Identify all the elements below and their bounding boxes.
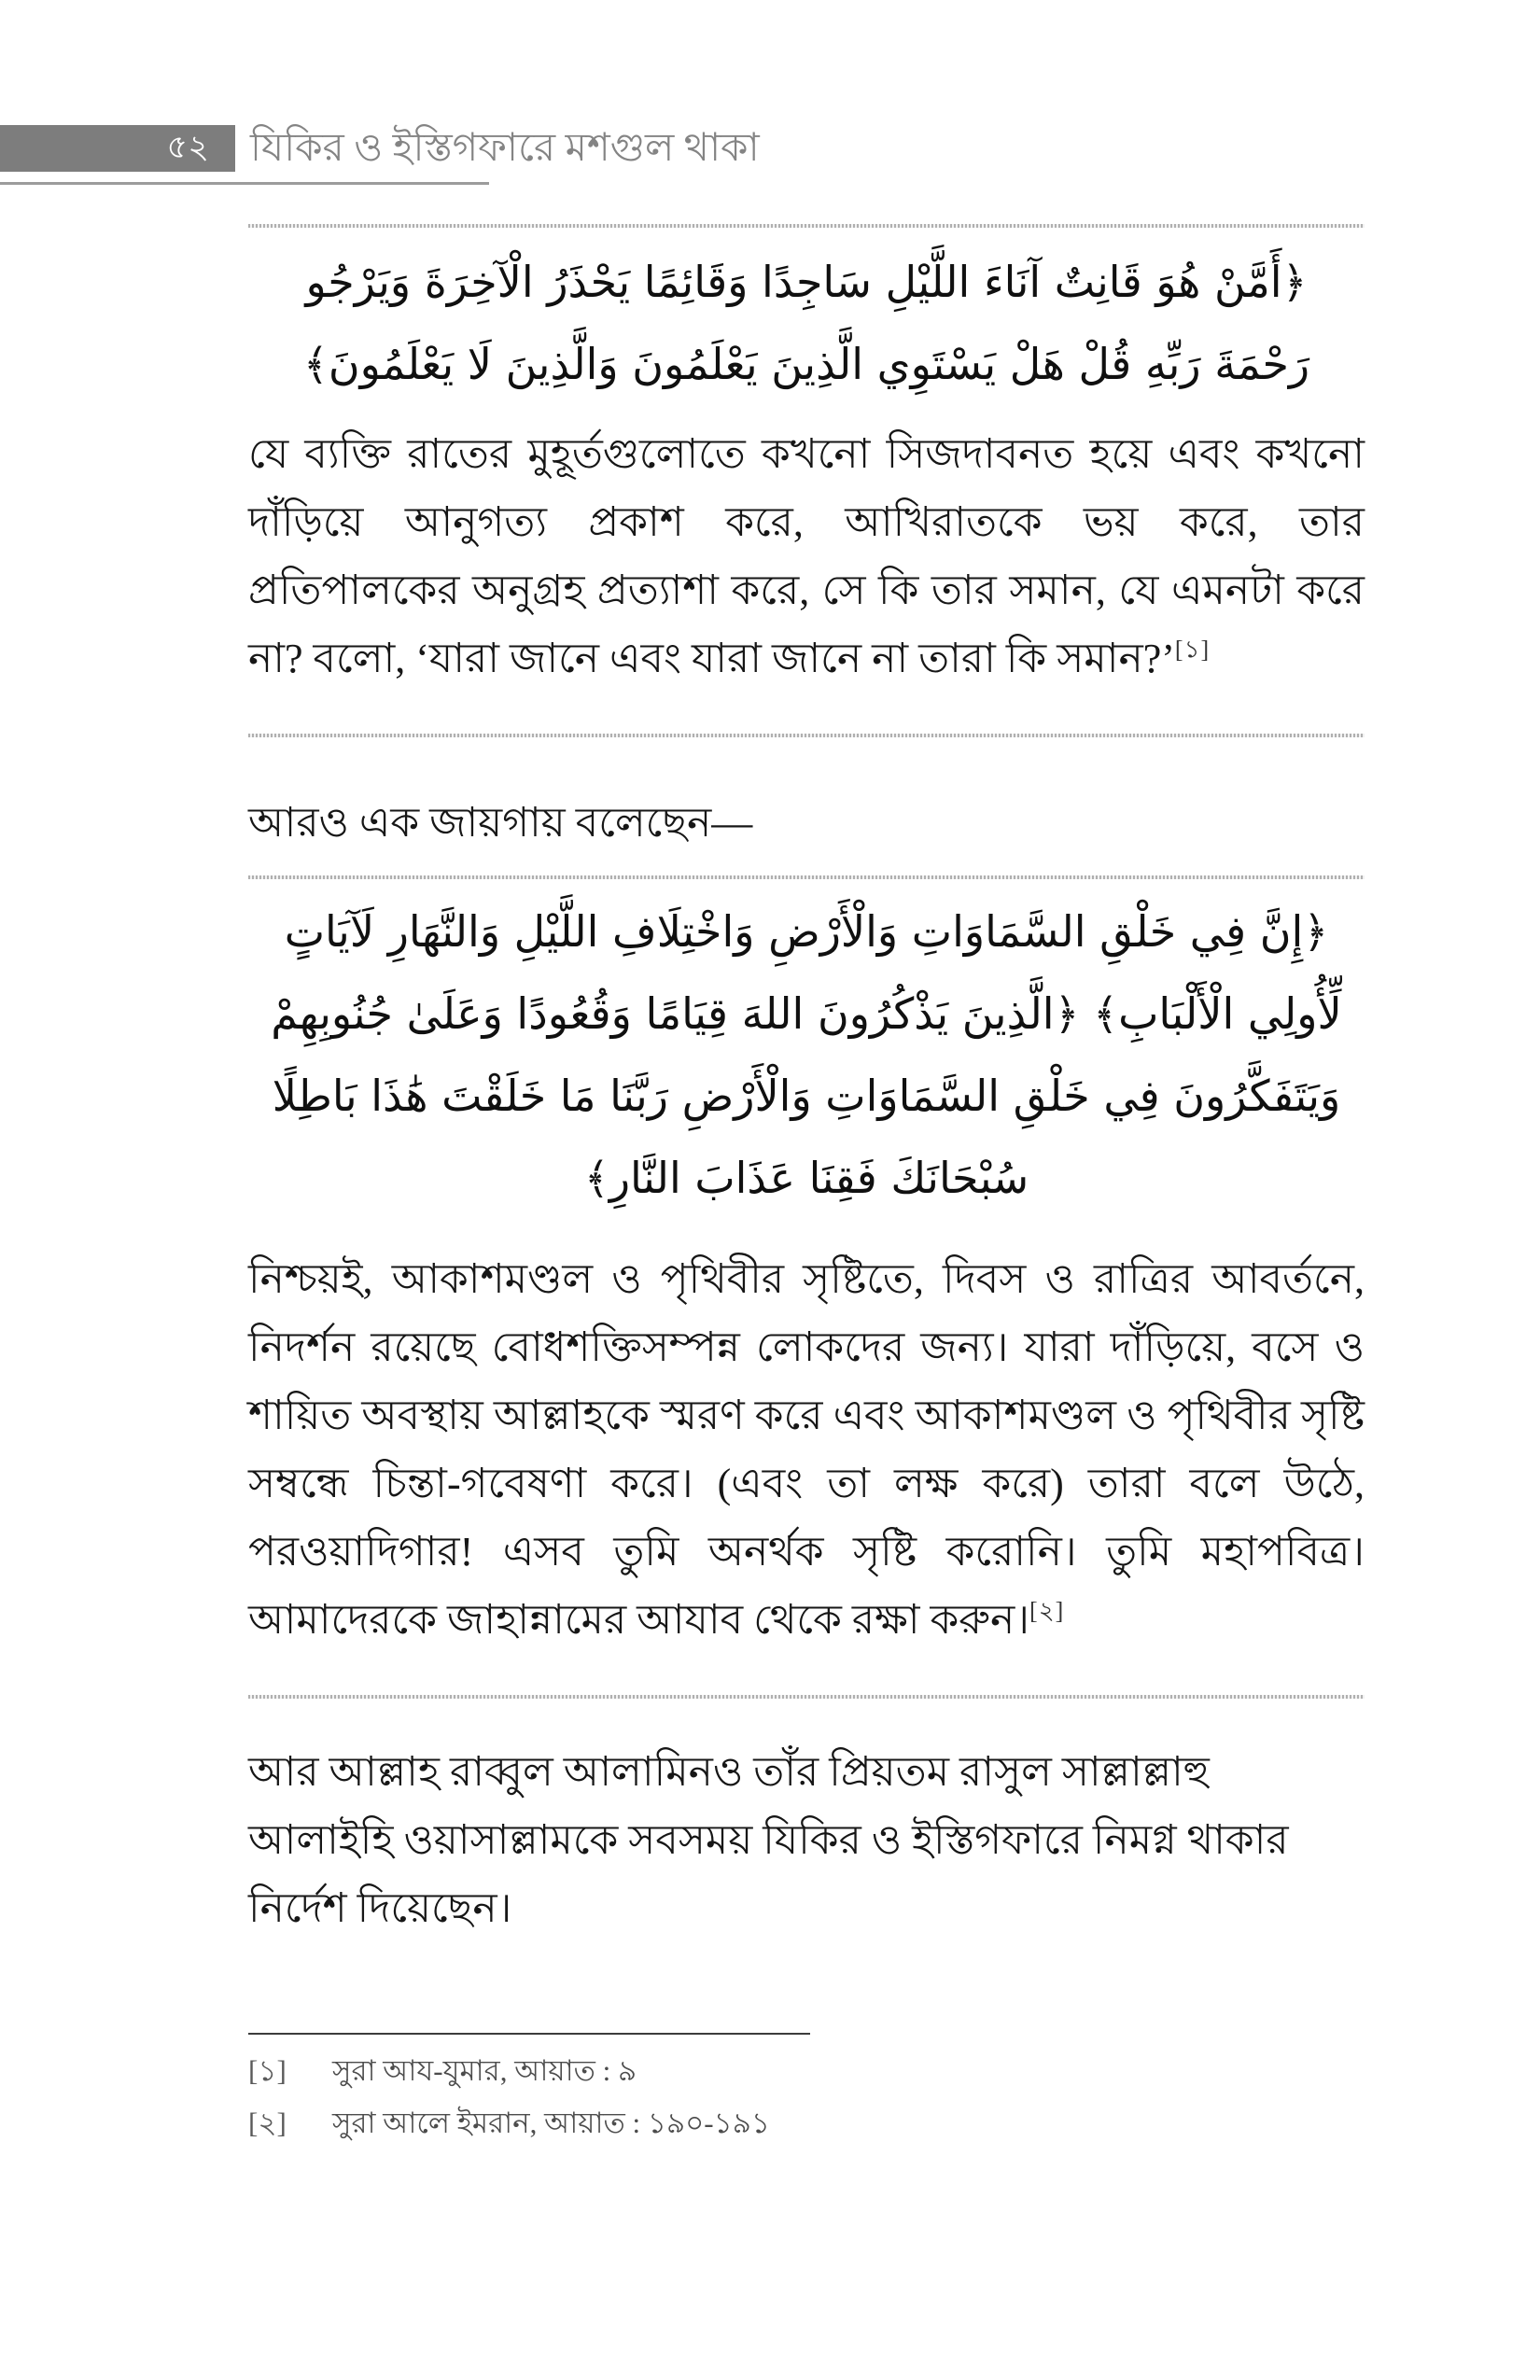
footnote-marker-2: [২] bbox=[248, 2107, 287, 2139]
footnote-item-2 bbox=[248, 2104, 1365, 2143]
section-separator-top-1 bbox=[248, 224, 1365, 228]
footnote-text-2: সুরা আলে ইমরান, আয়াত : ১৯০-১৯১ bbox=[332, 2107, 770, 2139]
section-separator-bottom-2 bbox=[248, 1695, 1365, 1699]
text-column bbox=[248, 224, 1365, 1983]
footnote-item-1 bbox=[248, 2051, 1365, 2091]
translation-text-2: নিশ্চয়ই, আকাশমণ্ডল ও পৃথিবীর সৃষ্টিতে, দিবস ও রাত্রির আবর্তনে, নিদর্শন রয়েছে বোধশক্তিসম্পন্ন লোকদের জন্য। যারা দাঁড়িয়ে, বসে ও শায়িত অবস্থায় আল্লাহকে স্মরণ করে এবং আকাশমণ্ডল ও পৃথিবীর সৃষ্টি সম্বন্ধে চিন্তা-গবেষণা করে। (এবং তা লক্ষ করে) তারা বলে উঠে, পরওয়াদিগার! এসব তুমি অনর্থক সৃষ্টি করোনি। তুমি মহাপবিত্র। আমাদেরকে জাহান্নামের আযাব থেকে রক্ষা করুন। bbox=[248, 1256, 1365, 1643]
footnotes-block bbox=[248, 2033, 1365, 2156]
translation-text-1: যে ব্যক্তি রাতের মুহূর্তগুলোতে কখনো সিজদাবনত হয়ে এবং কখনো দাঁড়িয়ে আনুগত্য প্রকাশ করে, আখিরাতকে ভয় করে, তার প্রতিপালকের অনুগ্রহ প্রত্যাশা করে, সে কি তার সমান, যে এমনটা করে না? বলো, ‘যারা জানে এবং যারা জানে না তারা কি সমান?’ bbox=[248, 431, 1365, 681]
arabic-verse-2: ﴿إِنَّ فِي خَلْقِ السَّمَاوَاتِ وَالْأَرْضِ وَاخْتِلَافِ اللَّيْلِ وَالنَّهَارِ لَآيَاتٍ لِّأُولِي الْأَلْبَابِ﴾ ﴿الَّذِينَ يَذْكُرُونَ اللهَ قِيَامًا وَقُعُودًا وَعَلَىٰ جُنُوبِهِمْ وَيَتَفَكَّرُونَ فِي خَلْقِ السَّمَاوَاتِ وَالْأَرْضِ رَبَّنَا مَا خَلَقْتَ هَٰذَا بَاطِلًا سُبْحَانَكَ فَقِنَا عَذَابَ النَّارِ﴾ bbox=[271, 906, 1342, 1203]
footnote-rule bbox=[248, 2033, 810, 2035]
footnote-ref-2: [২] bbox=[1029, 1597, 1065, 1625]
page-number-badge bbox=[0, 125, 235, 172]
page-number: ৫২ bbox=[166, 128, 209, 165]
translation-paragraph-2 bbox=[248, 1245, 1365, 1654]
closing-paragraph: আর আল্লাহ রাব্বুল আলামিনও তাঁর প্রিয়তম রাসুল সাল্লাল্লাহু আলাইহি ওয়াসাল্লামকে সবসময় যিকির ও ইস্তিগফারে নিমগ্ন থাকার নির্দেশ দিয়েছেন। bbox=[248, 1749, 1289, 1931]
footnote-marker-1: [১] bbox=[248, 2054, 287, 2087]
section-intro-heading: আরও এক জায়গায় বলেছেন— bbox=[248, 800, 753, 846]
footnote-text-1: সুরা আয-যুমার, আয়াত : ৯ bbox=[332, 2054, 637, 2087]
header-rule bbox=[0, 182, 489, 185]
translation-paragraph-1 bbox=[248, 420, 1365, 693]
section-separator-top-2 bbox=[248, 875, 1365, 879]
section-separator-bottom-1 bbox=[248, 734, 1365, 737]
arabic-verse-1: ﴿أَمَّنْ هُوَ قَانِتٌ آنَاءَ اللَّيْلِ سَاجِدًا وَقَائِمًا يَحْذَرُ الْآخِرَةَ وَيَرْجُو رَحْمَةَ رَبِّهِ قُلْ هَلْ يَسْتَوِي الَّذِينَ يَعْلَمُونَ وَالَّذِينَ لَا يَعْلَمُونَ﴾ bbox=[302, 257, 1310, 389]
chapter-title: যিকির ও ইস্তিগফারে মশগুল থাকা bbox=[250, 127, 760, 170]
footnote-ref-1: [১] bbox=[1174, 636, 1211, 664]
